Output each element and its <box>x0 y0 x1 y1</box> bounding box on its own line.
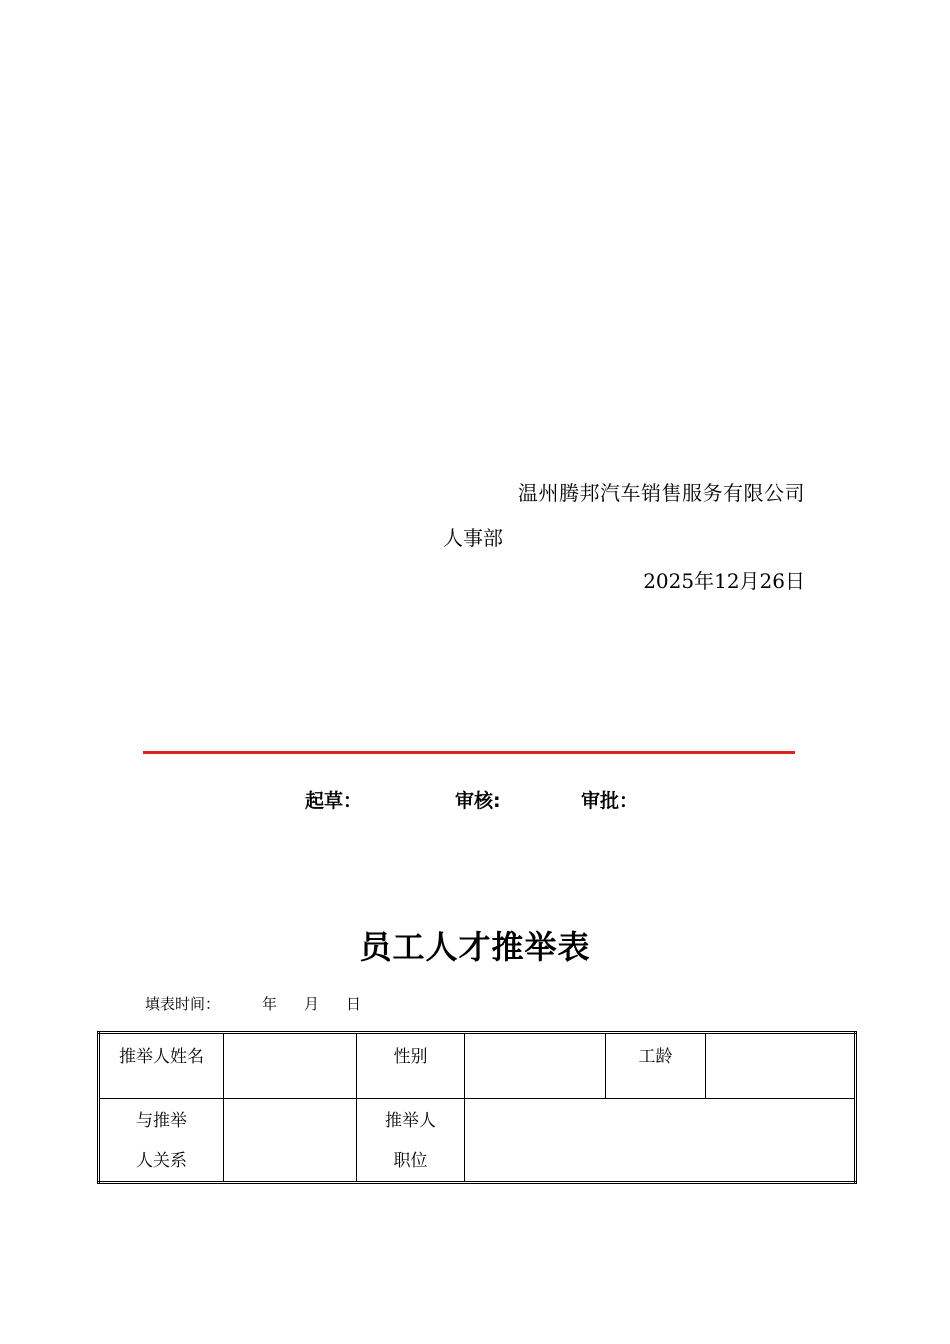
fill-time-label: 填表时间： <box>145 995 221 1013</box>
relation-label <box>100 1099 223 1181</box>
seniority-field[interactable] <box>706 1033 856 1099</box>
fill-year-label: 年 <box>262 995 278 1013</box>
position-label <box>357 1099 464 1181</box>
position-label-line1: 推举人 <box>385 1111 436 1131</box>
recommender-name-label-cell <box>99 1033 224 1099</box>
form-title: 员工人才推举表 <box>359 928 591 966</box>
recommender-name-field[interactable] <box>224 1033 357 1099</box>
seniority-label-cell <box>606 1033 706 1099</box>
gender-label: 性别 <box>393 1047 428 1067</box>
position-label-cell <box>357 1099 465 1183</box>
gender-field[interactable] <box>465 1033 606 1099</box>
position-label-line2: 职位 <box>393 1151 428 1171</box>
seniority-label: 工龄 <box>638 1047 673 1067</box>
recommendation-form-table <box>97 1031 857 1184</box>
red-divider <box>143 751 795 754</box>
fill-month-label: 月 <box>304 995 320 1013</box>
fill-day-label: 日 <box>346 995 362 1013</box>
table-row <box>99 1033 856 1099</box>
relation-label-cell <box>99 1099 224 1183</box>
department-name: 人事部 <box>443 526 503 550</box>
document-date: 2025年12月26日 <box>643 569 805 593</box>
gender-label-cell <box>357 1033 465 1099</box>
table-row <box>99 1099 856 1183</box>
review-label: 审核: <box>455 790 501 812</box>
company-name: 温州腾邦汽车销售服务有限公司 <box>518 481 805 505</box>
recommender-name-label: 推举人姓名 <box>119 1047 204 1067</box>
approve-label: 审批： <box>581 790 639 812</box>
relation-label-line2: 人关系 <box>136 1151 187 1171</box>
relation-field[interactable] <box>224 1099 357 1183</box>
relation-label-line1: 与推举 <box>136 1111 187 1131</box>
draft-label: 起草： <box>305 790 363 812</box>
position-field[interactable] <box>465 1099 856 1183</box>
